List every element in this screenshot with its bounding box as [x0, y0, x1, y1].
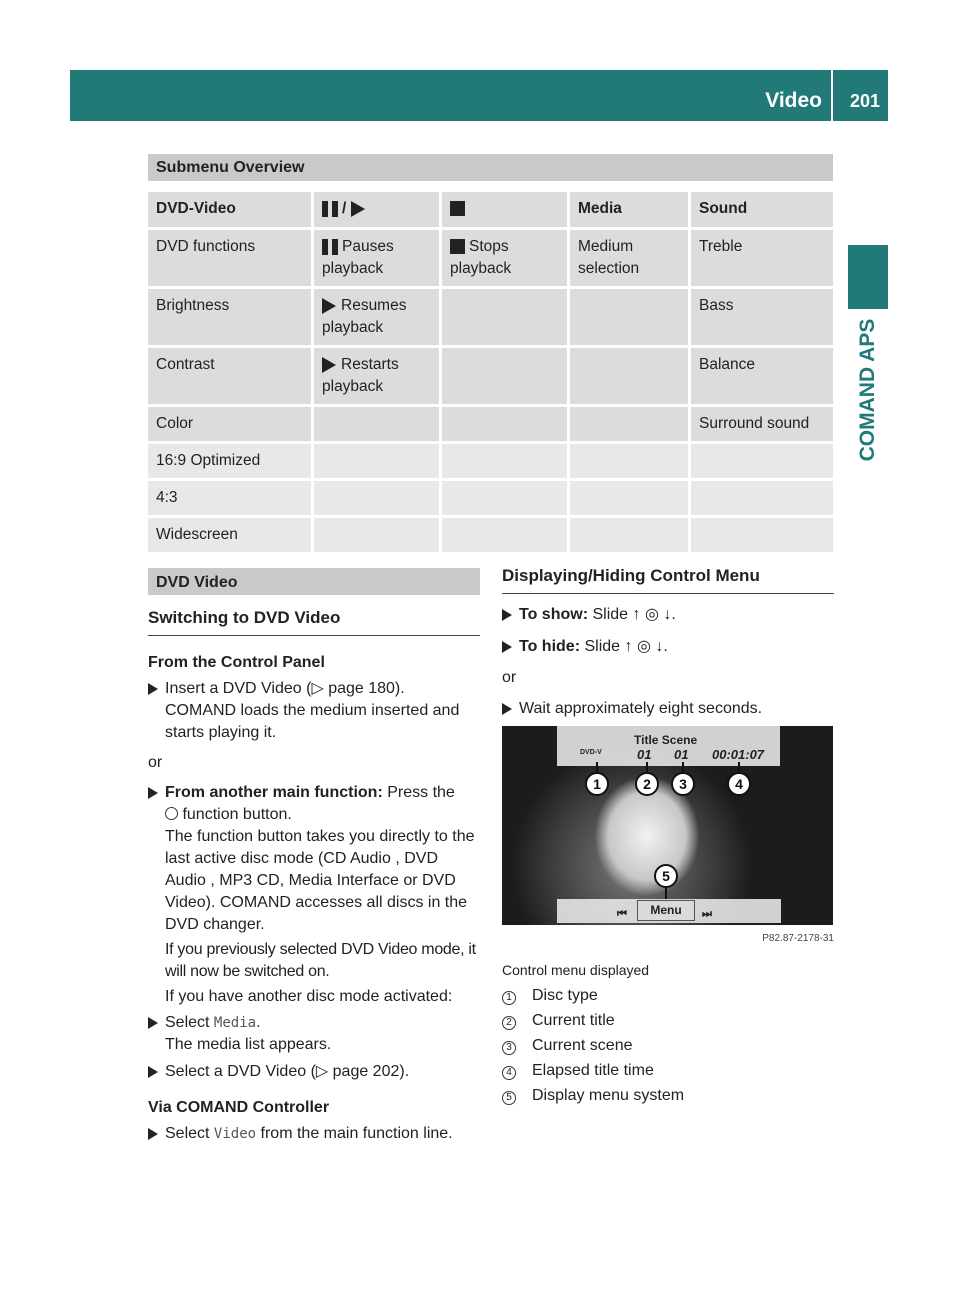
- table-row: [148, 444, 833, 478]
- callout-5: 5: [654, 864, 678, 888]
- table-row: [148, 518, 833, 552]
- disc-type-label: DVD-V: [580, 749, 602, 756]
- step-arrow-icon: [502, 641, 512, 653]
- image-credit: P82.87-2178-31: [762, 933, 834, 944]
- table-cell: [691, 444, 833, 478]
- step-arrow-icon: [502, 703, 512, 715]
- step-arrow-icon: [148, 1066, 158, 1078]
- table-cell: [314, 444, 442, 478]
- menu-button: Menu: [637, 900, 695, 921]
- stop-icon: [450, 239, 465, 254]
- table-cell: Medium selection: [570, 230, 691, 286]
- step-hide: To hide: Slide ↑ ◎ ↓.: [502, 636, 834, 658]
- previous-icon: ⏮: [617, 908, 627, 920]
- subheading-controller: Via COMAND Controller: [148, 1099, 330, 1116]
- table-cell: Surround sound: [691, 407, 833, 441]
- callout-1: 1: [585, 772, 609, 796]
- table-cell: Balance: [691, 348, 833, 404]
- table-cell: [570, 444, 691, 478]
- scene-number: 01: [674, 747, 689, 762]
- table-cell: [442, 444, 570, 478]
- table-cell: Pauses playback: [314, 230, 442, 286]
- subheading-control-panel: From the Control Panel: [148, 654, 325, 671]
- submenu-table: [148, 189, 833, 555]
- table-cell: [314, 518, 442, 552]
- legend-item: 2 Current title: [502, 1011, 834, 1031]
- table-cell: 16:9 Optimized: [148, 444, 314, 478]
- disc-button-icon: [165, 807, 178, 820]
- table-cell: Stops playback: [442, 230, 570, 286]
- title-scene-label: Title Scene: [634, 733, 698, 747]
- step-show: To show: Slide ↑ ◎ ↓.: [502, 604, 834, 626]
- table-title: Submenu Overview: [148, 154, 833, 181]
- table-cell: Bass: [691, 289, 833, 345]
- title-number: 01: [637, 747, 652, 762]
- legend-item: 1 Disc type: [502, 986, 834, 1006]
- step-select-video: Select Video from the main function line.: [148, 1123, 480, 1145]
- table-cell: Treble: [691, 230, 833, 286]
- col-header-dvd-video: DVD-Video: [148, 192, 314, 227]
- page-header: [70, 70, 888, 121]
- col-header-sound: Sound: [691, 192, 833, 227]
- callout-4: 4: [727, 772, 751, 796]
- col-header-stop: [442, 192, 570, 227]
- step-insert-dvd: Insert a DVD Video (▷ page 180). COMAND loads the medium inserted and starts playing it.: [148, 678, 480, 744]
- table-cell: DVD functions: [148, 230, 314, 286]
- section-heading: Switching to DVD Video: [148, 607, 480, 636]
- section-heading: Displaying/Hiding Control Menu: [502, 565, 834, 594]
- step-arrow-icon: [148, 1017, 158, 1029]
- step-wait: Wait approximately eight seconds.: [502, 698, 834, 720]
- table-cell: [442, 518, 570, 552]
- step-arrow-icon: [502, 609, 512, 621]
- step-select-dvd: Select a DVD Video (▷ page 202).: [148, 1061, 480, 1083]
- next-icon: ⏭: [702, 908, 712, 920]
- or-text: or: [148, 754, 163, 771]
- table-cell: [570, 407, 691, 441]
- table-cell: [691, 481, 833, 515]
- play-icon: [351, 201, 365, 217]
- col-header-pause-play: /: [314, 192, 442, 227]
- legend-item: 4 Elapsed title time: [502, 1061, 834, 1081]
- control-menu-photo: [502, 726, 833, 925]
- table-cell: Resumes playback: [314, 289, 442, 345]
- table-cell: Brightness: [148, 289, 314, 345]
- table-cell: Restarts playback: [314, 348, 442, 404]
- table-cell: [570, 348, 691, 404]
- step-main-function: From another main function: Press the function button. The function button takes you directly to the last active disc mode (CD Audio , DVD Audio , MP3 CD, Media Interface or DVD Video). COMAND accesses all discs in the DVD changer. If you previously selected DVD Video mode, it will now be switched on. If you have another disc mode activated:: [148, 782, 480, 1008]
- table-row: [148, 289, 833, 345]
- table-cell: [691, 518, 833, 552]
- legend-item: 3 Current scene: [502, 1036, 834, 1056]
- table-cell: [570, 289, 691, 345]
- side-tab-label: COMAND APS: [856, 318, 879, 462]
- table-cell: [570, 481, 691, 515]
- table-cell: [442, 289, 570, 345]
- play-icon: [322, 298, 336, 314]
- table-cell: [314, 407, 442, 441]
- step-arrow-icon: [148, 1128, 158, 1140]
- table-row: [148, 407, 833, 441]
- figure-caption: Control menu displayed: [502, 962, 650, 978]
- table-cell: Color: [148, 407, 314, 441]
- table-cell: [442, 348, 570, 404]
- step-select-media: Select Media. The media list appears.: [148, 1012, 480, 1056]
- table-cell: [442, 481, 570, 515]
- table-cell: [314, 481, 442, 515]
- or-text: or: [502, 669, 517, 686]
- step-arrow-icon: [148, 683, 158, 695]
- side-tab-marker: [848, 245, 888, 309]
- col-header-media: Media: [570, 192, 691, 227]
- section-title: Video: [765, 89, 822, 112]
- control-menu-top-bar: [557, 726, 780, 766]
- table-cell: 4:3: [148, 481, 314, 515]
- table-row: [148, 481, 833, 515]
- right-column: [502, 565, 834, 1106]
- elapsed-time: 00:01:07: [712, 747, 765, 762]
- table-cell: Widescreen: [148, 518, 314, 552]
- table-cell: Contrast: [148, 348, 314, 404]
- dvd-video-bar: DVD Video: [148, 568, 480, 595]
- left-column: [148, 568, 480, 1145]
- control-menu-bottom-bar: [557, 899, 781, 923]
- callout-3: 3: [671, 772, 695, 796]
- page-number: 201: [849, 91, 880, 111]
- step-arrow-icon: [148, 787, 158, 799]
- table-row: [148, 348, 833, 404]
- play-icon: [322, 357, 336, 373]
- pause-icon: [322, 239, 338, 255]
- pause-icon: [322, 201, 338, 217]
- legend-item: 5 Display menu system: [502, 1086, 834, 1106]
- header-divider: [831, 70, 833, 121]
- callout-2: 2: [635, 772, 659, 796]
- stop-icon: [450, 201, 465, 216]
- table-row: [148, 230, 833, 286]
- table-cell: [442, 407, 570, 441]
- table-cell: [570, 518, 691, 552]
